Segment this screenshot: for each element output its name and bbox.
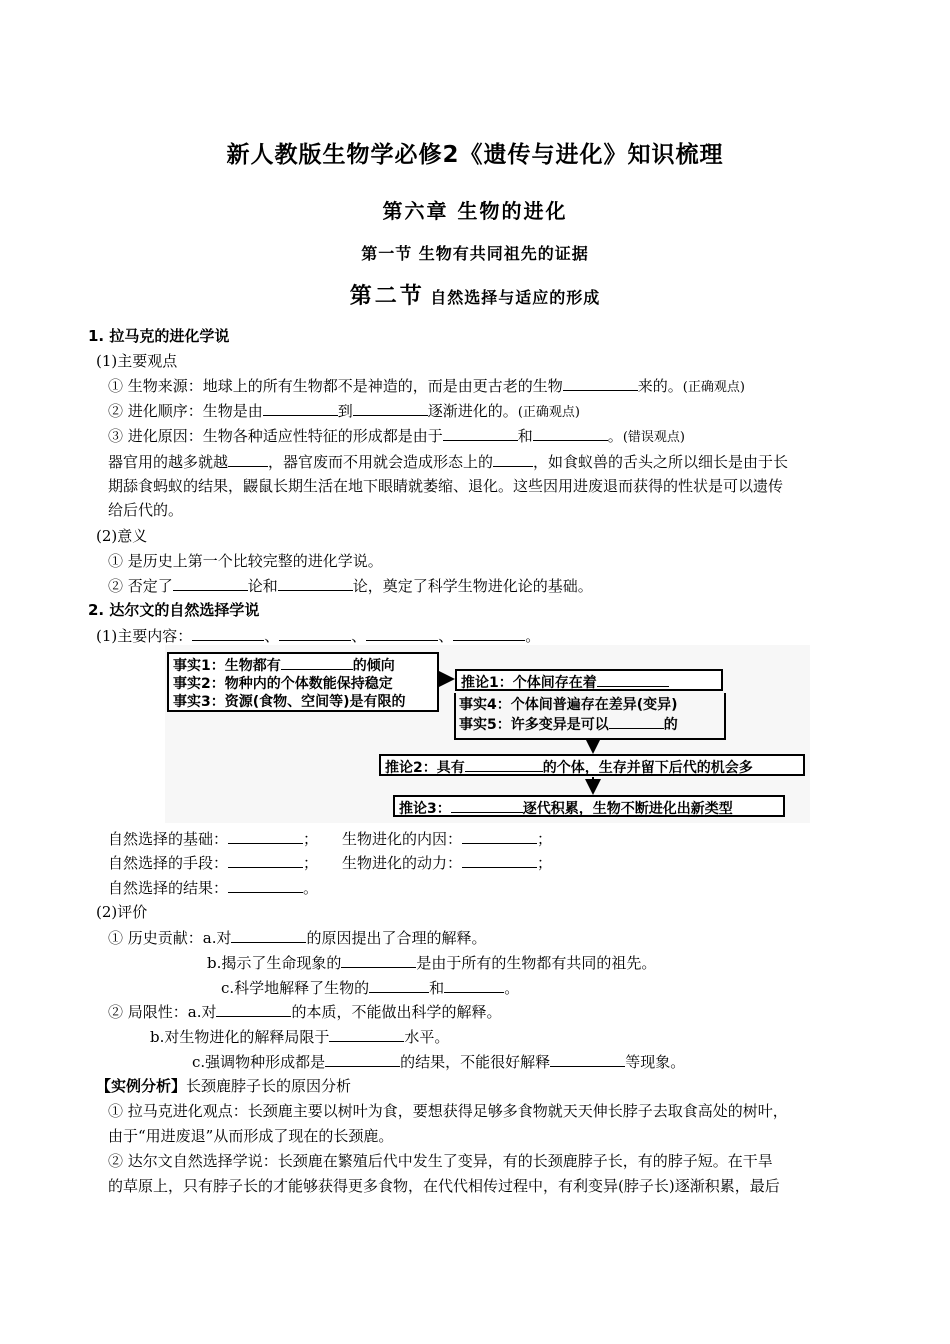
evolution-inner-cause <box>342 828 552 849</box>
example-heading <box>96 1076 351 1096</box>
lamarck-explain-3: 给后代的。 <box>108 501 184 519</box>
text: 的原因提出了合理的解释。 <box>306 929 487 947</box>
lamarck-heading: 1. 拉马克的进化学说 <box>88 327 230 345</box>
text: 水平。 <box>404 1028 450 1046</box>
note: (正确观点) <box>682 380 745 395</box>
text: 和 <box>517 427 533 445</box>
example-line-2: 由于“用进废退”从而形成了现在的长颈鹿。 <box>108 1127 394 1145</box>
text: ，器官废而不用就会造成形态上的 <box>268 453 494 471</box>
fact-2: 事实2：物种内的个体数能保持稳定 <box>173 676 393 692</box>
example-line-1: ① 拉马克进化观点：长颈鹿主要以树叶为食，要想获得足够多食物就天天伸长脖子去取食高处的树叶， <box>108 1102 788 1120</box>
fill-blank[interactable] <box>550 1051 625 1067</box>
fill-blank[interactable] <box>462 852 537 868</box>
text: 生物进化的内因： <box>342 830 463 848</box>
fill-blank[interactable] <box>369 977 429 993</box>
text: ； <box>537 830 553 848</box>
text: ② 进化顺序：生物是由 <box>108 402 263 420</box>
fill-blank[interactable] <box>216 1001 291 1017</box>
limitation-a <box>108 1001 502 1022</box>
fill-blank[interactable] <box>341 952 416 968</box>
text: 逐代积累，生物不断进化出新类型 <box>522 801 733 817</box>
text: 。 <box>504 979 520 997</box>
section2-prefix: 第二节 <box>349 284 425 309</box>
example-line-4: 的草原上，只有脖子长的才能够获得更多食物，在代代相传过程中，有利变异(脖子长)逐渐积累，最后 <box>108 1177 780 1195</box>
text: 、 <box>264 627 280 645</box>
fill-blank[interactable] <box>597 672 669 687</box>
facts-4-5-box <box>455 695 723 739</box>
fill-blank[interactable] <box>228 877 303 893</box>
section2-name: 自然选择与适应的形成 <box>430 288 601 307</box>
text: 论，奠定了科学生物进化论的基础。 <box>352 577 593 595</box>
text: 自然选择的结果： <box>108 879 229 897</box>
text: 事实1：生物都有 <box>173 658 281 674</box>
text: (1)主要内容： <box>96 627 193 645</box>
text: 的 <box>663 717 678 733</box>
text: ① 生物来源：地球上的所有生物都不是神造的，而是由更古老的生物 <box>108 377 563 395</box>
lamarck-explain-2: 期舔食蚂蚁的结果，鼹鼠长期生活在地下眼睛就萎缩、退化。这些因用进废退而获得的性状是可以遗传 <box>108 477 784 495</box>
text: 和 <box>429 979 445 997</box>
fill-blank[interactable] <box>228 852 303 868</box>
lamarck-meaning-2 <box>108 575 593 596</box>
fill-blank[interactable] <box>453 625 525 641</box>
section2-title <box>0 282 950 313</box>
contribution-a <box>108 927 487 948</box>
lamarck-point-2 <box>108 400 580 423</box>
contribution-c <box>221 977 519 998</box>
fill-blank[interactable] <box>228 828 303 844</box>
fill-blank[interactable] <box>493 451 533 467</box>
limitation-c <box>192 1051 685 1072</box>
fill-blank[interactable] <box>281 655 353 670</box>
lamarck-meaning-1: ① 是历史上第一个比较完整的进化学说。 <box>108 552 383 570</box>
text: ； <box>303 854 319 872</box>
fill-blank[interactable] <box>366 625 438 641</box>
text: 器官用的越多就越 <box>108 453 229 471</box>
fact-4: 事实4：个体间普遍存在差异(变异) <box>459 697 678 713</box>
text: 逐渐进化的。 <box>427 402 518 420</box>
text: 。 <box>525 627 541 645</box>
text: 到 <box>337 402 353 420</box>
text: 生物进化的动力： <box>342 854 463 872</box>
text: ； <box>303 830 319 848</box>
fill-blank[interactable] <box>353 400 428 416</box>
text: 、 <box>351 627 367 645</box>
text: ③ 进化原因：生物各种适应性特征的形成都是由于 <box>108 427 443 445</box>
fact-1 <box>173 655 433 675</box>
main-title: 新人教版生物学必修2《遗传与进化》知识梳理 <box>226 142 724 168</box>
fill-blank[interactable] <box>325 1051 400 1067</box>
inference-3-box <box>393 795 785 817</box>
note: (错误观点) <box>622 430 685 445</box>
fill-blank[interactable] <box>173 575 248 591</box>
fill-blank[interactable] <box>451 798 523 813</box>
text: 。 <box>607 427 623 445</box>
text: 等现象。 <box>625 1053 686 1071</box>
selection-result <box>108 877 318 898</box>
darwin-content <box>96 625 540 646</box>
text: 的个体，生存并留下后代的机会多 <box>542 760 753 776</box>
text: 的倾向 <box>352 658 395 674</box>
lamarck-explain-1 <box>108 451 788 472</box>
text: b.对生物进化的解释局限于 <box>150 1028 330 1046</box>
text: 事实5：许多变异是可以 <box>459 717 609 733</box>
inference-2-box <box>379 754 805 776</box>
inference-1-box <box>455 669 723 691</box>
natural-selection-diagram <box>165 645 810 823</box>
text: ，如食蚁兽的舌头之所以细长是由于长 <box>533 453 789 471</box>
lamarck-point-1 <box>108 375 745 398</box>
contribution-b <box>207 952 656 973</box>
text: 。 <box>303 879 319 897</box>
text: 是由于所有的生物都有共同的祖先。 <box>416 954 657 972</box>
facts-box <box>167 652 439 712</box>
text: b.揭示了生命现象的 <box>207 954 342 972</box>
selection-basis <box>108 828 318 849</box>
fact-5 <box>459 714 719 734</box>
fill-blank[interactable] <box>465 757 543 772</box>
evolution-power <box>342 852 552 873</box>
text: 推论1：个体间存在着 <box>461 675 597 691</box>
selection-means <box>108 852 318 873</box>
text: 自然选择的手段： <box>108 854 229 872</box>
text: 、 <box>438 627 454 645</box>
text: 论和 <box>247 577 278 595</box>
darwin-heading: 2. 达尔文的自然选择学说 <box>88 601 260 619</box>
lamarck-point-3 <box>108 425 685 448</box>
example-tag: 【实例分析】 <box>96 1077 187 1095</box>
text: 的结果，不能很好解释 <box>400 1053 551 1071</box>
text: 的本质，不能做出科学的解释。 <box>291 1003 502 1021</box>
text: 推论3： <box>399 801 451 817</box>
text: ； <box>537 854 553 872</box>
fill-blank[interactable] <box>228 451 268 467</box>
text: 推论2：具有 <box>385 760 465 776</box>
fill-blank[interactable] <box>443 425 518 441</box>
fill-blank[interactable] <box>231 927 306 943</box>
example-title: 长颈鹿脖子长的原因分析 <box>186 1077 352 1095</box>
fill-blank[interactable] <box>192 625 264 641</box>
text: 来的。 <box>637 377 683 395</box>
fill-blank[interactable] <box>444 977 504 993</box>
lamarck-sub2: (2)意义 <box>96 527 148 545</box>
limitation-b <box>150 1026 449 1047</box>
text: ② 局限性：a.对 <box>108 1003 217 1021</box>
fill-blank[interactable] <box>329 1026 404 1042</box>
fill-blank[interactable] <box>462 828 537 844</box>
lamarck-sub1: (1)主要观点 <box>96 352 178 370</box>
text: ① 历史贡献：a.对 <box>108 929 232 947</box>
example-line-3: ② 达尔文自然选择学说：长颈鹿在繁殖后代中发生了变异，有的长颈鹿脖子长，有的脖子短。在干旱 <box>108 1152 773 1170</box>
text: c.科学地解释了生物的 <box>221 979 370 997</box>
text: 自然选择的基础： <box>108 830 229 848</box>
fill-blank[interactable] <box>609 714 664 729</box>
fact-3: 事实3：资源(食物、空间等)是有限的 <box>173 694 406 710</box>
darwin-eval: (2)评价 <box>96 903 148 921</box>
section1-title: 第一节 生物有共同祖先的证据 <box>361 244 589 263</box>
fill-blank[interactable] <box>278 575 353 591</box>
fill-blank[interactable] <box>533 425 608 441</box>
fill-blank[interactable] <box>279 625 351 641</box>
text: ② 否定了 <box>108 577 173 595</box>
fill-blank[interactable] <box>563 375 638 391</box>
text: c.强调物种形成都是 <box>192 1053 326 1071</box>
chapter-title: 第六章 生物的进化 <box>382 199 568 223</box>
fill-blank[interactable] <box>263 400 338 416</box>
note: (正确观点) <box>517 405 580 420</box>
